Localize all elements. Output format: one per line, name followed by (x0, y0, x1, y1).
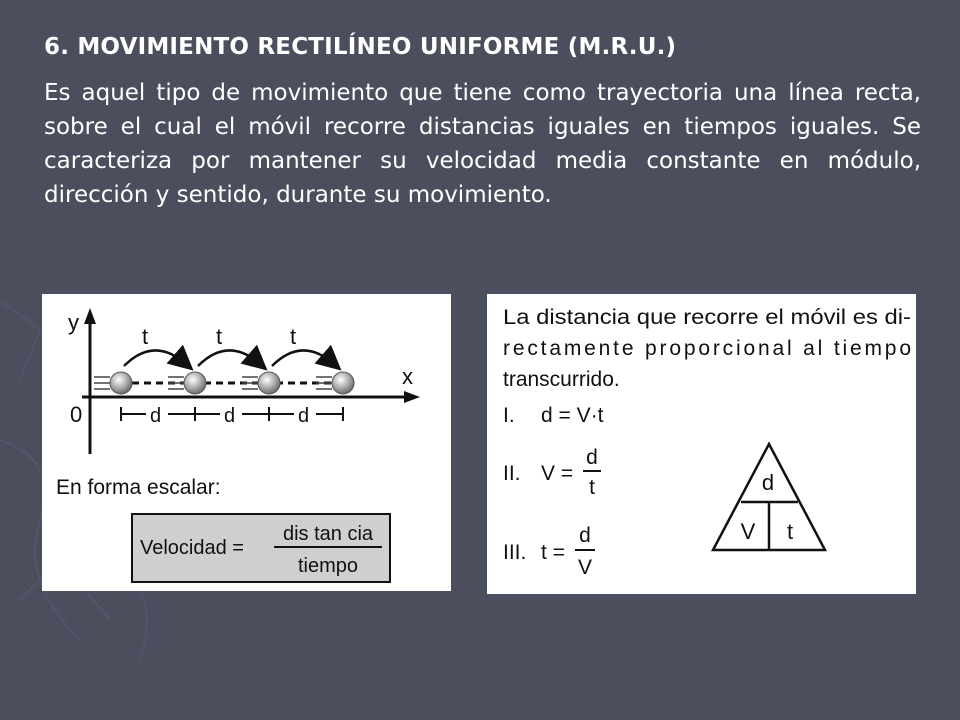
x-axis-label: x (402, 364, 413, 389)
triangle-left-label: V (740, 519, 756, 544)
formula-1: d = V·t (541, 404, 604, 427)
triangle-right-label: t (786, 519, 794, 544)
mobile-ball-1 (110, 372, 132, 394)
formula-2-roman: II. (503, 462, 521, 485)
triangle-top-label: d (761, 470, 775, 495)
x-axis-arrow-icon (404, 391, 420, 403)
formula-lhs: Velocidad = (140, 537, 244, 559)
scalar-heading: En forma escalar: (56, 476, 221, 499)
distance-label-2: d (224, 405, 236, 427)
formula-3-lhs: t = (541, 541, 565, 564)
distance-label-3: d (298, 405, 310, 427)
mobile-ball-2 (184, 372, 206, 394)
origin-label: 0 (70, 402, 83, 427)
distance-label-1: d (150, 405, 162, 427)
explanation-line-2: rectamente proporcional al tiempo (503, 337, 911, 360)
proportionality-panel (487, 294, 916, 594)
formula-2-denominator: t (589, 476, 595, 499)
proportionality-diagram (487, 294, 916, 594)
explanation-line-1: La distancia que recorre el móvil es di- (503, 306, 911, 329)
time-label-3: t (290, 324, 297, 349)
time-arrow-2 (198, 350, 260, 366)
y-axis-arrow-icon (84, 308, 96, 324)
formula-2-lhs: V = (541, 462, 574, 485)
mobile-ball-3 (258, 372, 280, 394)
mobile-ball-4 (332, 372, 354, 394)
formula-3-denominator: V (577, 556, 593, 579)
time-label-2: t (216, 324, 223, 349)
time-arrow-1 (124, 350, 186, 366)
time-label-1: t (142, 324, 149, 349)
formula-3-roman: III. (503, 541, 527, 564)
slide-title: 6. MOVIMIENTO RECTILÍNEO UNIFORME (M.R.U.) (44, 34, 677, 60)
slide-paragraph: Es aquel tipo de movimiento que tiene como trayectoria una línea recta, sobre el cual el móvil recorre distancias iguales en tiempos iguales. Se caracteriza por mantener su velocidad media constante en módulo, dirección y sentido, durante su movimiento. (44, 80, 921, 208)
formula-denominator: tiempo (297, 555, 359, 577)
explanation-line-3: transcurrido. (503, 368, 620, 391)
formula-numerator: dis tan cia (282, 523, 374, 545)
mru-diagram (42, 294, 451, 591)
y-axis-label: y (68, 310, 79, 335)
formula-1-roman: I. (503, 404, 515, 427)
mru-diagram-panel (42, 294, 451, 591)
time-arrow-3 (272, 350, 334, 366)
formula-2-numerator: d (586, 446, 598, 469)
formula-3-numerator: d (579, 524, 591, 547)
